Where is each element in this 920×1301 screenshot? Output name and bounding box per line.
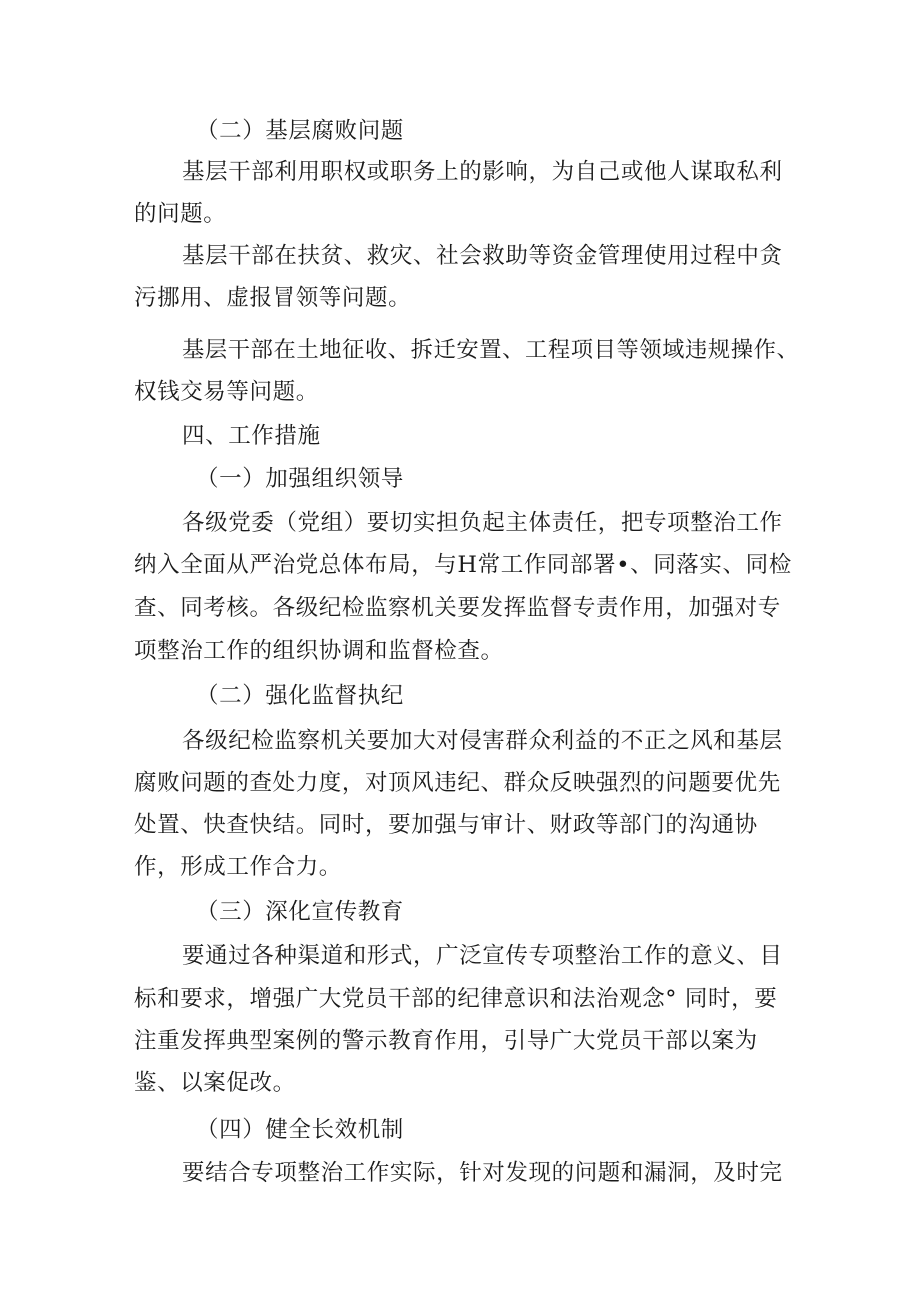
paragraph-line: 要结合专项整治工作实际，针对发现的问题和漏洞，及时完 [182, 1160, 783, 1186]
paragraph-line: 权钱交易等问题。 [134, 379, 319, 405]
section-heading-supervision: （二）强化监督执纪 [196, 683, 404, 709]
paragraph-line: 纳入全面从严治党总体布局，与H常工作同部署•、同落实、同检 [134, 552, 792, 578]
paragraph-line: 基层干部在扶贫、救灾、社会救助等资金管理使用过程中贪 [182, 243, 783, 269]
section-heading-grassroots-corruption: （二）基层腐败问题 [196, 118, 404, 144]
paragraph-line: 腐败问题的查处力度，对顶风违纪、群众反映强烈的问题要优先 [134, 770, 781, 796]
paragraph-line: 要通过各种渠道和形式，广泛宣传专项整治工作的意义、目 [182, 943, 783, 969]
paragraph-line: 作，形成工作合力。 [134, 854, 342, 880]
paragraph-line: 各级党委（党组）要切实担负起主体责任，把专项整治工作 [182, 510, 783, 536]
section-heading-long-term-mechanism: （四）健全长效机制 [196, 1117, 404, 1143]
paragraph-line: 基层干部在土地征收、拆迁安置、工程项目等领域违规操作、 [182, 337, 800, 363]
paragraph-line: 查、同考核。各级纪检监察机关要发挥监督专责作用，加强对专 [134, 595, 781, 621]
paragraph-line: 的问题。 [134, 201, 227, 227]
section-heading-leadership: （一）加强组织领导 [196, 466, 404, 492]
paragraph-line: 各级纪检监察机关要加大对侵害群众利益的不正之风和基层 [182, 728, 783, 754]
paragraph-line: 处置、快查快结。同时，要加强与审计、财政等部门的沟通协 [134, 812, 758, 838]
paragraph-line: 标和要求，增强广大党员干部的纪律意识和法治观念° 同时，要 [134, 986, 778, 1012]
paragraph-line: 注重发挥典型案例的警示教育作用，引导广大党员干部以案为 [134, 1028, 758, 1054]
chapter-heading-work-measures: 四、工作措施 [182, 423, 321, 449]
paragraph-line: 污挪用、虚报冒领等问题。 [134, 285, 412, 311]
paragraph-line: 基层干部利用职权或职务上的影响，为自己或他人谋取私利 [182, 159, 783, 185]
section-heading-publicity-education: （三）深化宣传教育 [196, 899, 404, 925]
paragraph-line: 鉴、以案促改。 [134, 1070, 296, 1096]
paragraph-line: 项整治工作的组织协调和监督检查。 [134, 638, 504, 664]
